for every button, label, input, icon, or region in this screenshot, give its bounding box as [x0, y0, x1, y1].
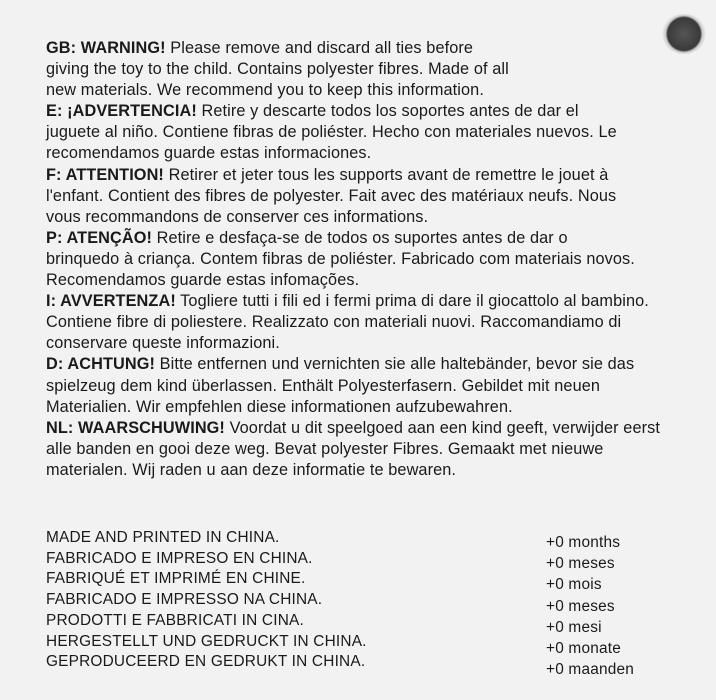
warning-text: brinquedo à criança. Contem fibras de poliéster. Fabricado com materiais novos.	[46, 249, 635, 268]
warning-text: spielzeug dem kind überlassen. Enthält Polyesterfasern. Gebildet mit neuen	[46, 376, 601, 395]
warning-heading: E: ¡ADVERTENCIA!	[46, 102, 197, 121]
warning-text: conservare queste informazioni.	[46, 334, 280, 353]
warning-text: Retire e desfaça-se de todos os suportes antes de dar o	[152, 228, 568, 247]
warning-line	[46, 122, 706, 143]
age-block	[546, 532, 634, 680]
warning-heading: NL: WAARSCHUWING!	[46, 418, 225, 437]
warning-heading: GB: WARNING!	[46, 39, 166, 57]
warning-text: giving the toy to the child. Contains polyester fibres. Made of all	[46, 60, 509, 79]
warning-line	[46, 270, 706, 291]
warning-line	[46, 207, 706, 228]
warning-heading: P: ATENÇÃO!	[46, 228, 153, 247]
age-line: +0 maanden	[546, 661, 635, 679]
warning-heading: I: AVVERTENZA!	[46, 292, 176, 311]
warning-text: recomendamos guarde estas informaciones.	[46, 144, 372, 163]
made-in-block	[46, 528, 367, 673]
warning-text: Bitte entfernen und vernichten sie alle haltebänder, bevor sie das	[155, 355, 635, 374]
warning-line	[46, 80, 706, 101]
warning-line	[46, 143, 706, 164]
made-line: FABRICADO E IMPRESSO NA CHINA.	[46, 591, 323, 609]
warning-text: Materialien. Wir empfehlen diese informationen aufzubewahren.	[46, 397, 513, 416]
warning-text: Retire y descarte todos los soportes antes de dar el	[196, 102, 579, 121]
warning-text: Togliere tutti i fili ed i fermi prima di dare il giocattolo al bambino.	[175, 292, 649, 311]
warning-line	[46, 38, 706, 59]
made-line: FABRIQUÉ ET IMPRIMÉ EN CHINE.	[46, 570, 306, 588]
made-line: GEPRODUCEERD EN GEDRUKT IN CHINA.	[46, 653, 366, 671]
warning-text: Please remove and discard all ties before	[165, 39, 474, 57]
warning-line	[46, 59, 706, 80]
warning-line	[46, 354, 706, 375]
warning-block	[46, 38, 706, 481]
warning-line	[46, 418, 706, 439]
made-line: MADE AND PRINTED IN CHINA.	[46, 529, 280, 546]
warning-text: vous recommandons de conserver ces informations.	[46, 207, 429, 226]
made-line: PRODOTTI E FABBRICATI IN CINA.	[46, 611, 304, 629]
warning-text: materialen. Wij raden u aan deze informatie te bewaren.	[46, 460, 457, 479]
warning-text: alle banden en gooi deze weg. Bevat polyester Fibres. Gemaakt met nieuwe	[46, 439, 604, 458]
warning-text: juguete al niño. Contiene fibras de poliéster. Hecho con materiales nuevos. Le	[46, 123, 617, 142]
age-line: +0 mois	[546, 576, 602, 594]
warning-text: new materials. We recommend you to keep this information.	[46, 81, 484, 100]
warning-text: Contiene fibre di poliestere. Realizzato con materiali nuovi. Raccomandiamo di	[46, 313, 622, 332]
warning-line	[46, 291, 706, 312]
warning-line	[46, 397, 706, 418]
warning-text: Voordat u dit speelgoed aan een kind geeft, verwijder eerst	[224, 418, 660, 437]
age-line: +0 meses	[546, 555, 615, 573]
warning-line	[46, 439, 706, 460]
warning-line	[46, 333, 706, 354]
warning-line	[46, 460, 706, 481]
warning-text: l'enfant. Contient des fibres de polyester. Fait avec des matériaux neufs. Nous	[46, 186, 617, 205]
warning-line	[46, 101, 706, 122]
age-line: +0 months	[546, 534, 621, 551]
made-line: HERGESTELLT UND GEDRUCKT IN CHINA.	[46, 632, 367, 650]
warning-heading: D: ACHTUNG!	[46, 355, 156, 374]
warning-heading: F: ATTENTION!	[46, 165, 164, 184]
warning-line	[46, 186, 706, 207]
warning-text: Recomendamos guarde estas infomações.	[46, 271, 360, 290]
warning-line	[46, 165, 706, 186]
made-line: FABRICADO E IMPRESO EN CHINA.	[46, 549, 313, 567]
warning-line	[46, 312, 706, 333]
warning-text: Retirer et jeter tous les supports avant de remettre le jouet à	[163, 165, 609, 184]
age-line: +0 mesi	[546, 618, 602, 636]
age-line: +0 meses	[546, 597, 615, 615]
warning-line	[46, 228, 706, 249]
warning-line	[46, 249, 706, 270]
warning-line	[46, 376, 706, 397]
age-line: +0 monate	[546, 640, 621, 658]
